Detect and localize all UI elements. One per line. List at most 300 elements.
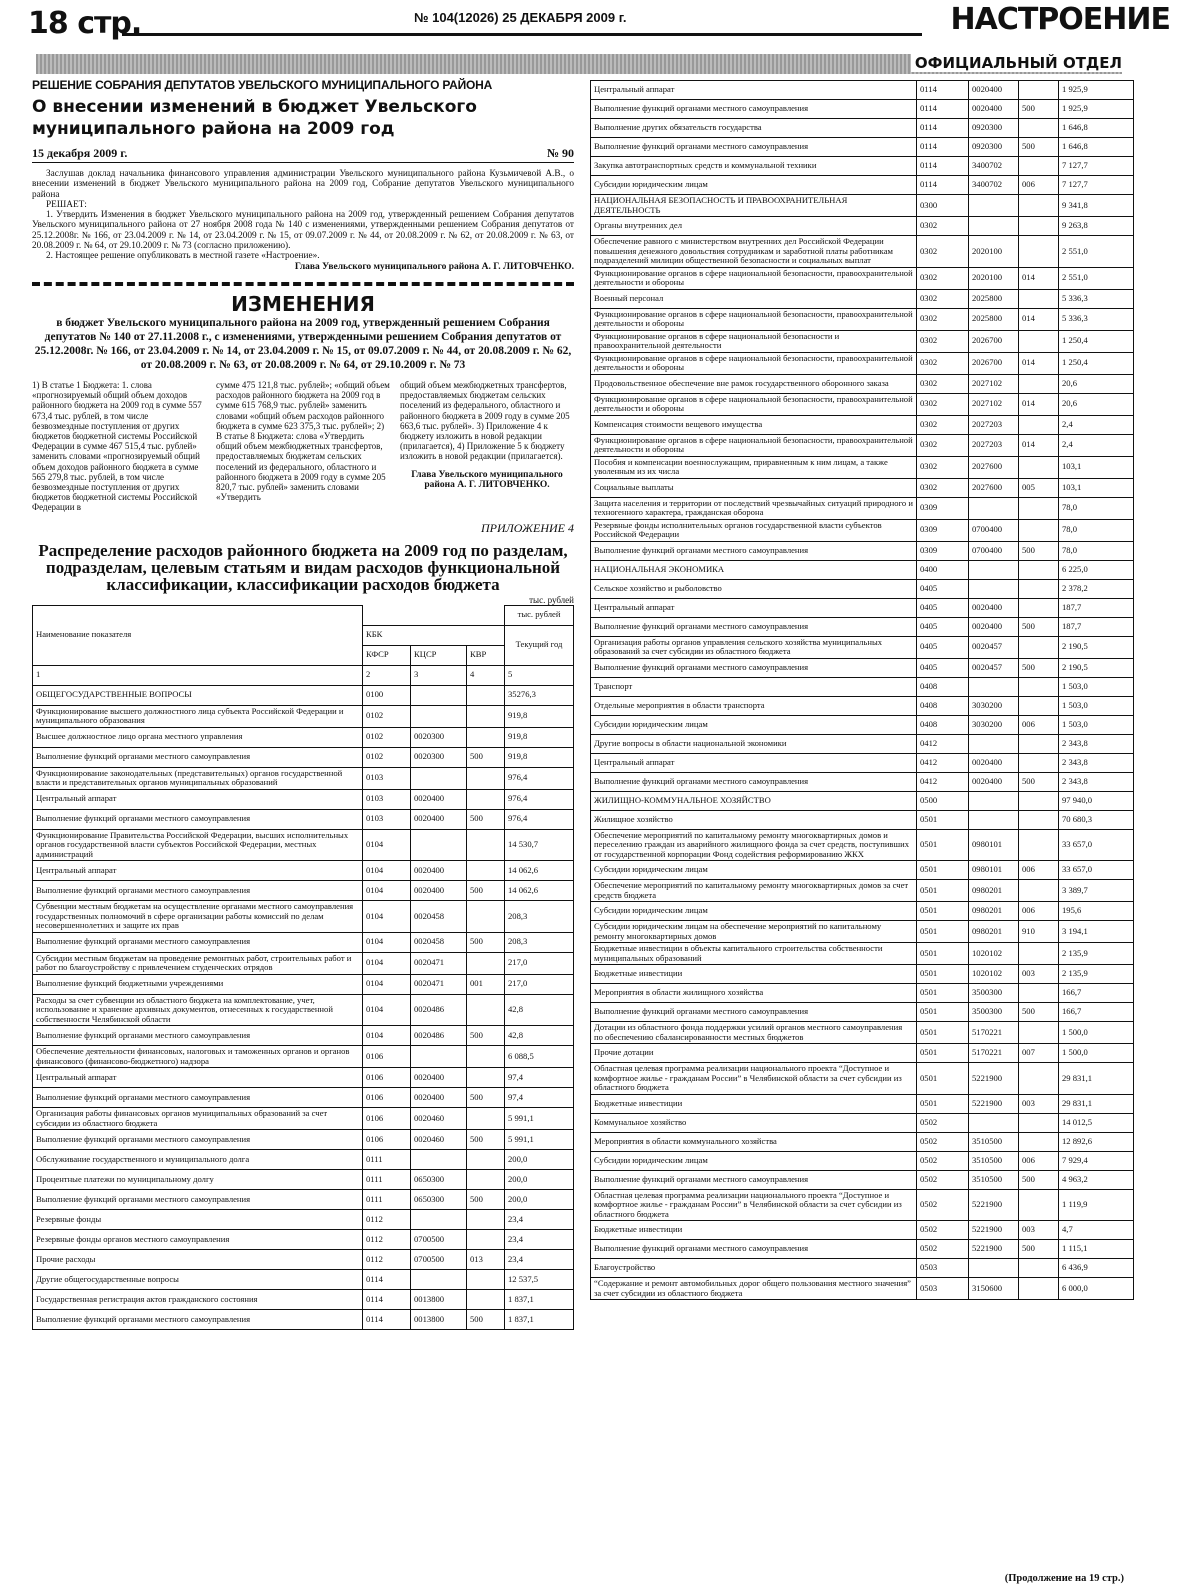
row-kvr: [467, 829, 505, 861]
row-kfsr: 0408: [917, 715, 969, 734]
row-kfsr: 0501: [917, 1022, 969, 1044]
row-name: Компенсация стоимости вещевого имущества: [591, 415, 917, 434]
row-kvr: [1019, 217, 1059, 236]
row-kcsr: 5221900: [969, 1094, 1019, 1113]
row-kcsr: 0020300: [411, 727, 467, 747]
row-value: 2 135,9: [1059, 965, 1134, 984]
row-name: Организация работы органов управления сельского хозяйства муниципальных образований за счет субсидии из областного бюджета: [591, 636, 917, 658]
table-row: [591, 1170, 1134, 1189]
table-row: [591, 902, 1134, 921]
row-value: 14 530,7: [505, 829, 574, 861]
row-kcsr: [969, 579, 1019, 598]
row-kfsr: 0502: [917, 1189, 969, 1221]
table-row: [591, 943, 1134, 965]
row-kcsr: 5170221: [969, 1044, 1019, 1063]
row-kfsr: 0302: [917, 267, 969, 289]
row-value: 1 646,8: [1059, 119, 1134, 138]
table-row: [591, 352, 1134, 374]
row-kfsr: 0501: [917, 880, 969, 902]
row-kvr: [1019, 456, 1059, 478]
row-kvr: 500: [467, 809, 505, 829]
row-name: Резервные фонды органов местного самоуправления: [33, 1230, 363, 1250]
row-kvr: 007: [1019, 1044, 1059, 1063]
row-name: Функционирование органов в сфере национальной безопасности, правоохранительной деятельности и обороны: [591, 434, 917, 456]
header-units: тыс. рублей: [505, 605, 574, 625]
row-kfsr: 0405: [917, 598, 969, 617]
row-kcsr: 0020400: [411, 1068, 467, 1088]
row-name: Центральный аппарат: [591, 598, 917, 617]
table-row: [591, 541, 1134, 560]
table-row: [591, 478, 1134, 497]
table-row: [33, 952, 574, 974]
continuation-note: (Продолжение на 19 стр.): [1004, 1573, 1124, 1584]
row-kvr: [467, 901, 505, 933]
row-name: Сельское хозяйство и рыболовство: [591, 579, 917, 598]
decision-paragraph: 2. Настоящее решение опубликовать в местной газете «Настроение».: [46, 251, 320, 262]
row-value: 1 250,4: [1059, 352, 1134, 374]
row-kfsr: 0412: [917, 753, 969, 772]
table-row: [591, 984, 1134, 1003]
row-name: Выполнение функций органами местного самоуправления: [591, 1240, 917, 1259]
row-name: Дотации из областного фонда поддержки усилий органов местного самоуправления по обеспечению сбалансированности местных бюджетов: [591, 1022, 917, 1044]
row-name: Резервные фонды исполнительных органов государственной власти субъектов Российской Федерации: [591, 519, 917, 541]
table-row: [591, 308, 1134, 330]
row-value: 1 119,9: [1059, 1189, 1134, 1221]
row-kvr: 500: [1019, 617, 1059, 636]
row-value: 5 991,1: [505, 1130, 574, 1150]
row-kfsr: 0111: [363, 1170, 411, 1190]
row-kcsr: 0020400: [969, 81, 1019, 100]
row-value: 9 263,8: [1059, 217, 1134, 236]
decision-body: [32, 169, 574, 272]
row-kcsr: 5221900: [969, 1221, 1019, 1240]
row-kfsr: 0502: [917, 1113, 969, 1132]
row-kfsr: 0501: [917, 984, 969, 1003]
table-row: [33, 901, 574, 933]
row-kcsr: 0700500: [411, 1250, 467, 1270]
row-name: Субсидии юридическим лицам на обеспечение мероприятий по капитальному ремонту многоквартирных домов: [591, 921, 917, 943]
row-kvr: [1019, 195, 1059, 217]
row-kcsr: [411, 705, 467, 727]
row-value: 2 343,8: [1059, 753, 1134, 772]
row-kcsr: 0020471: [411, 952, 467, 974]
row-value: 78,0: [1059, 541, 1134, 560]
row-kfsr: 0114: [917, 100, 969, 119]
row-value: 4,7: [1059, 1221, 1134, 1240]
row-name: Функционирование законодательных (представительных) органов государственной власти и представительных органов муниципальных образований: [33, 767, 363, 789]
row-kvr: [467, 1150, 505, 1170]
table-row: [33, 1130, 574, 1150]
row-name: Защита населения и территории от последствий чрезвычайных ситуаций природного и техногенного характера, гражданская оборона: [591, 497, 917, 519]
row-name: ЖИЛИЩНО-КОММУНАЛЬНОЕ ХОЗЯЙСТВО: [591, 791, 917, 810]
row-value: 1 503,0: [1059, 715, 1134, 734]
row-value: 1 500,0: [1059, 1044, 1134, 1063]
row-kcsr: [411, 1210, 467, 1230]
row-kcsr: 2027203: [969, 415, 1019, 434]
row-value: 23,4: [505, 1250, 574, 1270]
row-kvr: 500: [1019, 541, 1059, 560]
row-name: Бюджетные инвестиции: [591, 1221, 917, 1240]
decision-paragraph: 1. Утвердить Изменения в бюджет Увельского муниципального района на 2009 год, утвержденный решением Собрания депутатов Увельского муниципального района от 27 ноября 2008 года № 140 с изменениями, утвержденными решением Собрания депутатов от 25.12.2008г. № 166, от 23.04.2009 г. № 14, от 23.04.2009 г. № 15, от 09.07.2009 г. № 44, от 20.08.2009 г. № 62, от 20.08.2009 г. № 63, от 20.08.2009 г. № 64, от 29.10.2009 г. № 73 (согласно приложению).: [32, 210, 574, 252]
row-value: 2 551,0: [1059, 267, 1134, 289]
row-value: 6 088,5: [505, 1046, 574, 1068]
row-kcsr: 2026700: [969, 352, 1019, 374]
table-row: [591, 236, 1134, 268]
row-name: Областная целевая программа реализации национального проекта “Доступное и комфортное жилье - гражданам России” в Челябинской области за счет субсидии из областного бюджета: [591, 1189, 917, 1221]
row-value: 4 963,2: [1059, 1170, 1134, 1189]
row-name: Субсидии местным бюджетам на проведение ремонтных работ, строительных работ и работ по благоустройству с привлечением студенческих отрядов: [33, 952, 363, 974]
row-kvr: [1019, 1063, 1059, 1095]
row-kcsr: 2027102: [969, 393, 1019, 415]
row-kfsr: 0114: [917, 81, 969, 100]
changes-title: ИЗМЕНЕНИЯ: [231, 291, 375, 316]
table-row: [591, 1094, 1134, 1113]
row-value: 195,6: [1059, 902, 1134, 921]
table-row: [591, 753, 1134, 772]
row-value: 23,4: [505, 1230, 574, 1250]
table-row: [591, 415, 1134, 434]
row-kfsr: 0408: [917, 696, 969, 715]
row-name: Резервные фонды: [33, 1210, 363, 1230]
row-name: Другие общегосударственные вопросы: [33, 1270, 363, 1290]
row-name: Функционирование высшего должностного лица субъекта Российской Федерации и муниципального образования: [33, 705, 363, 727]
row-kcsr: [411, 1150, 467, 1170]
appendix-label: ПРИЛОЖЕНИЕ 4: [481, 520, 574, 535]
row-kvr: [467, 1210, 505, 1230]
row-kfsr: 0102: [363, 727, 411, 747]
dashed-divider: [32, 282, 574, 286]
row-kfsr: 0302: [917, 330, 969, 352]
table-row: [33, 1210, 574, 1230]
row-kvr: [467, 1108, 505, 1130]
row-kcsr: 5221900: [969, 1189, 1019, 1221]
table-number-row: [33, 665, 574, 685]
row-kvr: 500: [1019, 1240, 1059, 1259]
table-row: [33, 1170, 574, 1190]
row-name: НАЦИОНАЛЬНАЯ ЭКОНОМИКА: [591, 560, 917, 579]
row-name: Мероприятия в области коммунального хозяйства: [591, 1132, 917, 1151]
row-kvr: 014: [1019, 393, 1059, 415]
table-row: [591, 734, 1134, 753]
table-row: [33, 1026, 574, 1046]
row-kcsr: 2027600: [969, 456, 1019, 478]
row-kcsr: [411, 767, 467, 789]
row-kfsr: 0309: [917, 519, 969, 541]
row-kfsr: 0114: [917, 138, 969, 157]
table-row: [591, 1044, 1134, 1063]
row-kfsr: 0106: [363, 1046, 411, 1068]
row-name: “Содержание и ремонт автомобильных дорог общего пользования местного значения” за счет субсидии из областного бюджета: [591, 1278, 917, 1300]
row-kvr: [1019, 1113, 1059, 1132]
row-name: Благоустройство: [591, 1259, 917, 1278]
row-kfsr: 0501: [917, 921, 969, 943]
row-name: Выполнение функций органами местного самоуправления: [33, 809, 363, 829]
row-name: Выполнение функций органами местного самоуправления: [591, 100, 917, 119]
row-kvr: [1019, 519, 1059, 541]
col-number: 5: [505, 665, 574, 685]
changes-col-1: [32, 380, 206, 513]
row-value: 1 115,1: [1059, 1240, 1134, 1259]
table-row: [591, 579, 1134, 598]
row-kfsr: 0405: [917, 658, 969, 677]
table-row: [33, 809, 574, 829]
row-kfsr: 0104: [363, 881, 411, 901]
row-kfsr: 0114: [917, 157, 969, 176]
decision-paragraph: РЕШАЕТ:: [46, 199, 87, 210]
row-value: 6 000,0: [1059, 1278, 1134, 1300]
row-name: Выполнение функций бюджетными учреждениями: [33, 974, 363, 994]
row-name: Выполнение функций органами местного самоуправления: [591, 772, 917, 791]
row-value: 2 135,9: [1059, 943, 1134, 965]
row-kfsr: 0302: [917, 393, 969, 415]
row-kfsr: 0405: [917, 636, 969, 658]
row-value: 70 680,3: [1059, 810, 1134, 829]
row-kfsr: 0300: [917, 195, 969, 217]
row-kfsr: 0501: [917, 943, 969, 965]
row-kcsr: 0020457: [969, 658, 1019, 677]
row-kfsr: 0114: [363, 1310, 411, 1330]
row-kfsr: 0114: [363, 1270, 411, 1290]
row-value: 2 343,8: [1059, 734, 1134, 753]
row-name: Областная целевая программа реализации национального проекта “Доступное и комфортное жилье - гражданам России” в Челябинской области за счет субсидии из областного бюджета: [591, 1063, 917, 1095]
row-kfsr: 0106: [363, 1088, 411, 1108]
table-row: [33, 932, 574, 952]
row-kcsr: 0980201: [969, 902, 1019, 921]
row-kvr: [1019, 677, 1059, 696]
row-kvr: [467, 1230, 505, 1250]
table-row: [33, 1250, 574, 1270]
row-kcsr: 0020400: [411, 809, 467, 829]
row-kfsr: 0501: [917, 902, 969, 921]
row-name: Выполнение функций органами местного самоуправления: [33, 881, 363, 901]
row-value: 78,0: [1059, 497, 1134, 519]
row-kfsr: 0302: [917, 217, 969, 236]
row-kcsr: 3150600: [969, 1278, 1019, 1300]
table-row: [591, 658, 1134, 677]
row-name: Выполнение функций органами местного самоуправления: [33, 932, 363, 952]
row-value: 1 837,1: [505, 1310, 574, 1330]
row-kcsr: [411, 829, 467, 861]
row-kvr: [1019, 415, 1059, 434]
row-kvr: [1019, 81, 1059, 100]
row-name: Процентные платежи по муниципальному долгу: [33, 1170, 363, 1190]
row-kcsr: 0020400: [411, 861, 467, 881]
table-row: [591, 81, 1134, 100]
row-kvr: [467, 1068, 505, 1088]
row-value: 5 336,3: [1059, 308, 1134, 330]
col-number: 4: [467, 665, 505, 685]
row-kfsr: 0412: [917, 734, 969, 753]
row-kfsr: 0400: [917, 560, 969, 579]
row-kvr: 500: [1019, 772, 1059, 791]
row-kvr: 014: [1019, 352, 1059, 374]
row-kvr: [467, 789, 505, 809]
row-name: Пособия и компенсации военнослужащим, приравненным к ним лицам, а также уволенным из их числа: [591, 456, 917, 478]
row-kfsr: 0104: [363, 952, 411, 974]
row-kcsr: 0980101: [969, 829, 1019, 861]
table-row: [33, 1088, 574, 1108]
table-row: [591, 393, 1134, 415]
table-row: [591, 560, 1134, 579]
row-name: Бюджетные инвестиции: [591, 965, 917, 984]
row-name: Выполнение функций органами местного самоуправления: [591, 138, 917, 157]
changes-text-1: 1) В статье 1 Бюджета: 1. слова «прогнозируемый общий объем доходов районного бюджета на 2009 год в сумме 557 673,4 тыс. рублей, в том числе безвозмездные поступления от других бюджетов бюджетной системы Российской Федерации в сумме 467 515,4 тыс. рублей» заменить словами «прогнозируемый общий объем доходов районного бюджета в сумме 565 279,8 тыс. рублей, в том числе безвозмездные поступления от других бюджетов бюджетной системы Российской Федерации в: [32, 379, 202, 513]
right-column: [590, 80, 1134, 1300]
row-kcsr: 3510500: [969, 1170, 1019, 1189]
table-row: [33, 789, 574, 809]
row-kvr: 500: [467, 1310, 505, 1330]
row-kvr: 006: [1019, 715, 1059, 734]
row-name: Обслуживание государственного и муниципального долга: [33, 1150, 363, 1170]
row-kcsr: 0020400: [411, 881, 467, 901]
table-row: [591, 374, 1134, 393]
decision-date: 15 декабря 2009 г.: [32, 146, 128, 160]
row-kvr: [1019, 984, 1059, 1003]
table-row: [591, 861, 1134, 880]
col-number: 3: [411, 665, 467, 685]
decision-signature: Глава Увельского муниципального района А. Г. ЛИТОВЧЕНКО.: [294, 261, 574, 272]
table-row: [591, 1151, 1134, 1170]
row-kcsr: 2025800: [969, 308, 1019, 330]
row-kfsr: 0408: [917, 677, 969, 696]
row-kcsr: [969, 217, 1019, 236]
col-number: 2: [363, 665, 411, 685]
row-kcsr: 0020400: [969, 598, 1019, 617]
row-kcsr: [969, 734, 1019, 753]
page-number: 18 стр.: [28, 6, 142, 41]
row-value: 14 062,6: [505, 881, 574, 901]
row-kcsr: 0013800: [411, 1290, 467, 1310]
decision-date-line: [32, 146, 574, 163]
row-kvr: [1019, 636, 1059, 658]
row-kfsr: 0114: [363, 1290, 411, 1310]
header-kcsr: КЦСР: [411, 645, 467, 665]
row-name: Центральный аппарат: [33, 789, 363, 809]
row-kcsr: 3400702: [969, 176, 1019, 195]
left-table-body: [33, 685, 574, 1330]
row-kvr: 500: [1019, 1003, 1059, 1022]
row-kvr: [1019, 579, 1059, 598]
row-kfsr: 0103: [363, 789, 411, 809]
row-kvr: [1019, 1189, 1059, 1221]
table-row: [591, 330, 1134, 352]
row-kvr: 006: [1019, 902, 1059, 921]
row-value: 7 127,7: [1059, 176, 1134, 195]
row-kfsr: 0104: [363, 901, 411, 933]
table-row: [591, 1259, 1134, 1278]
row-value: 12 537,5: [505, 1270, 574, 1290]
row-kvr: 500: [467, 1088, 505, 1108]
row-kfsr: 0106: [363, 1130, 411, 1150]
right-table-body: [591, 81, 1134, 1300]
table-row: [591, 1003, 1134, 1022]
row-value: 200,0: [505, 1190, 574, 1210]
row-kcsr: 0980201: [969, 880, 1019, 902]
row-kfsr: 0103: [363, 767, 411, 789]
table-row: [591, 1240, 1134, 1259]
row-value: 33 657,0: [1059, 861, 1134, 880]
row-kfsr: 0412: [917, 772, 969, 791]
row-kvr: 006: [1019, 861, 1059, 880]
row-value: 5 991,1: [505, 1108, 574, 1130]
issue-line: № 104(12026) 25 ДЕКАБРЯ 2009 г.: [410, 10, 630, 25]
row-name: Коммунальное хозяйство: [591, 1113, 917, 1132]
row-kvr: 006: [1019, 176, 1059, 195]
table-row: [591, 1278, 1134, 1300]
row-kfsr: 0502: [917, 1221, 969, 1240]
table-row: [33, 829, 574, 861]
row-value: 976,4: [505, 789, 574, 809]
table-row: [591, 119, 1134, 138]
row-name: Продовольственное обеспечение вне рамок государственного оборонного заказа: [591, 374, 917, 393]
row-name: Обеспечение деятельности финансовых, налоговых и таможенных органов и органов финансового (финансово-бюджетного) надзора: [33, 1046, 363, 1068]
row-kcsr: 0700400: [969, 519, 1019, 541]
row-name: Расходы за счет субвенции из областного бюджета на комплектование, учет, использование и хранение архивных документов, отнесенных к государственной собственности Челябинской области: [33, 994, 363, 1026]
row-kcsr: [969, 195, 1019, 217]
row-value: 200,0: [505, 1150, 574, 1170]
row-kcsr: 0020400: [411, 1088, 467, 1108]
table-row: [33, 861, 574, 881]
row-kfsr: 0302: [917, 374, 969, 393]
row-kcsr: 0980201: [969, 921, 1019, 943]
table-row: [33, 727, 574, 747]
row-value: 1 646,8: [1059, 138, 1134, 157]
table-row: [33, 1108, 574, 1130]
row-name: Жилищное хозяйство: [591, 810, 917, 829]
table-row: [591, 810, 1134, 829]
row-value: 1 500,0: [1059, 1022, 1134, 1044]
row-name: Выполнение функций органами местного самоуправления: [591, 617, 917, 636]
row-value: 103,1: [1059, 456, 1134, 478]
table-row: [33, 747, 574, 767]
row-kcsr: 2027102: [969, 374, 1019, 393]
row-name: Субвенции местным бюджетам на осуществление органами местного самоуправления государственных полномочий в сфере организации работы комиссий по делам несовершеннолетних и защите их прав: [33, 901, 363, 933]
row-name: Отдельные мероприятия в области транспорта: [591, 696, 917, 715]
row-value: 97 940,0: [1059, 791, 1134, 810]
row-kfsr: 0111: [363, 1190, 411, 1210]
row-name: Выполнение функций органами местного самоуправления: [33, 1130, 363, 1150]
row-value: 976,4: [505, 809, 574, 829]
row-kcsr: 2027600: [969, 478, 1019, 497]
row-name: Выполнение функций органами местного самоуправления: [33, 747, 363, 767]
row-kfsr: 0309: [917, 541, 969, 560]
row-value: 2 190,5: [1059, 658, 1134, 677]
table-row: [591, 1132, 1134, 1151]
row-kvr: [467, 705, 505, 727]
row-kvr: [1019, 943, 1059, 965]
row-kfsr: 0104: [363, 932, 411, 952]
row-kfsr: 0104: [363, 994, 411, 1026]
row-kfsr: 0114: [917, 176, 969, 195]
table-row: [33, 1310, 574, 1330]
row-name: Выполнение функций органами местного самоуправления: [591, 541, 917, 560]
row-name: Бюджетные инвестиции: [591, 1094, 917, 1113]
row-kcsr: 0020458: [411, 901, 467, 933]
row-kcsr: 3400702: [969, 157, 1019, 176]
row-kcsr: [969, 791, 1019, 810]
decision-title: О внесении изменений в бюджет Увельского муниципального района на 2009 год: [32, 97, 477, 139]
row-name: Прочие расходы: [33, 1250, 363, 1270]
row-kfsr: 0111: [363, 1150, 411, 1170]
row-value: 14 062,6: [505, 861, 574, 881]
row-kcsr: 0020400: [969, 100, 1019, 119]
row-kfsr: 0501: [917, 829, 969, 861]
row-kvr: [1019, 330, 1059, 352]
row-kcsr: 0020457: [969, 636, 1019, 658]
row-kvr: [1019, 1132, 1059, 1151]
row-kcsr: 3030200: [969, 696, 1019, 715]
row-kfsr: 0502: [917, 1132, 969, 1151]
